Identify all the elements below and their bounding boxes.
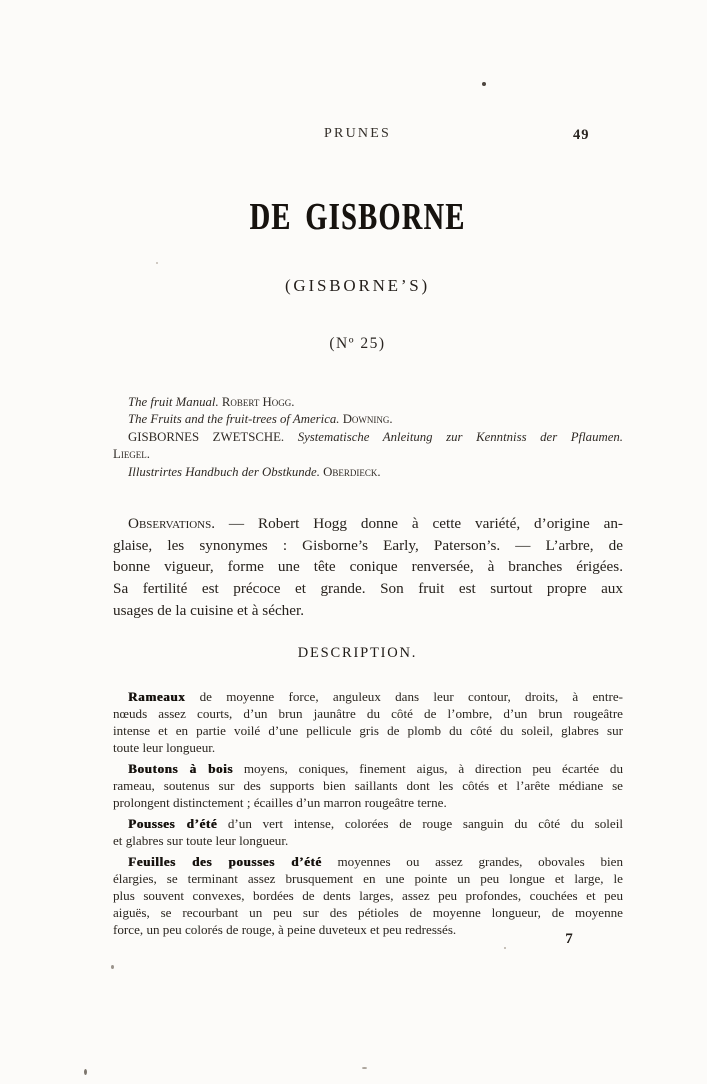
signature-mark: 7 [565,931,573,947]
lead-in-term: Feuilles des pousses d’été [128,854,322,869]
lead-in-term: Rameaux [128,689,186,704]
text-segment: Oberdieck. [323,464,381,479]
scan-speck [156,262,158,264]
text-segment: — Robert Hogg donne à cette variété, d’origine an- [215,515,623,532]
text-line [113,887,623,904]
text-segment: glaise, les synonymes : Gisborne’s Early, Paterson’s. — L’arbre, de [113,536,623,554]
text-segment: moyens, coniques, finement aigus, à direction peu écartée du [233,761,624,776]
text-segment: toute leur longueur. [113,740,216,755]
text-segment: intense et en partie voilé d’une pellicule gris de plomb du côté du soleil, glabres sur [113,723,623,738]
text-line [113,904,623,921]
text-segment: prolongent distinctement ; écailles d’un marron rougeâtre terne. [113,795,447,810]
text-line [113,535,623,557]
text-segment: usages de la cuisine et à sécher. [113,601,305,619]
page-number: 49 [573,127,590,143]
text-segment: Liegel. [113,447,151,462]
text-segment: moyennes ou assez grandes, obovales bien [321,854,623,869]
paragraph-feuilles-des-pousses-d-ete [113,853,623,938]
text-line [113,578,623,600]
text-segment: bonne vigueur, forme une tête conique renversée, à branches érigées. [113,558,623,576]
text-segment: d’un vert intense, colorées de rouge sanguin du côté du soleil [217,816,623,831]
text-line [113,722,623,739]
text-segment: nœuds assez courts, d’un brun jaunâtre du côté de l’ombre, d’un brun rougeâtre [113,706,623,721]
variety-synonym: (GISBORNE’S) [284,276,431,295]
scan-speck [482,82,486,86]
text-segment: aiguës, se recourbant un peu sur des pétioles de moyenne longueur, de moyenne [113,905,623,920]
text-line [113,760,623,777]
text-line [113,705,623,722]
text-segment: rameau, soutenus sur des supports bien saillants dont les côtés et l’arête médiane se [113,778,623,793]
text-segment: GISBORNES ZWETSCHE. [128,429,298,444]
text-segment: Illustrirtes Handbuch der Obstkunde. [128,464,324,479]
scan-speck [111,965,114,969]
text-segment: Systematische Anleitung zur Kenntniss der Pflaumen. [297,429,623,444]
text-segment: Downing. [342,412,393,427]
text-segment: et glabres sur toute leur longueur. [113,833,289,848]
text-line [113,853,623,870]
variety-number: (Nº 25) [329,335,386,352]
paragraph-boutons-a-bois [113,760,623,811]
text-line [113,777,623,794]
description-body [113,688,623,942]
scan-speck [84,1069,87,1075]
observations-paragraph [113,513,623,622]
lead-in-term: Boutons à bois [128,761,233,776]
text-segment: Sa fertilité est précoce et grande. Son fruit est surtout propre aux [113,580,623,598]
variety-title: DE GISBORNE [249,196,466,238]
text-line [113,394,623,411]
text-segment: The fruit Manual. [128,395,222,409]
text-line [113,921,623,938]
text-segment: plus souvent convexes, bordées de dents larges, assez peu profondes, couchées et peu [113,888,623,903]
text-line [113,556,623,578]
text-segment: élargies, se terminant assez brusquement en une pointe un peu longue et large, le [113,871,623,886]
scan-speck [362,1067,367,1069]
text-segment: Observations. [128,515,216,532]
text-line [113,870,623,887]
bibliography-list [113,394,623,481]
description-heading: DESCRIPTION. [297,645,418,661]
text-segment: de moyenne force, anguleux dans leur contour, droits, à entre- [185,689,623,704]
text-line [113,600,623,622]
text-line [113,513,623,535]
paragraph-rameaux [113,688,623,756]
lead-in-term: Pousses d’été [128,816,218,831]
running-head-title: PRUNES [324,126,391,141]
text-line [113,794,623,811]
text-segment: Robert Hogg. [221,395,295,409]
text-line [113,688,623,705]
text-line [113,429,623,446]
text-line [113,446,623,463]
text-segment: force, un peu colorés de rouge, à peine duveteux et peu redressés. [113,922,457,937]
scan-speck [504,947,506,949]
text-line [113,739,623,756]
paragraph-pousses-d-ete [113,815,623,849]
text-line [113,464,623,481]
text-line [113,815,623,832]
text-line [113,832,623,849]
text-segment: The Fruits and the fruit-trees of America. [128,412,343,427]
text-line [113,411,623,428]
